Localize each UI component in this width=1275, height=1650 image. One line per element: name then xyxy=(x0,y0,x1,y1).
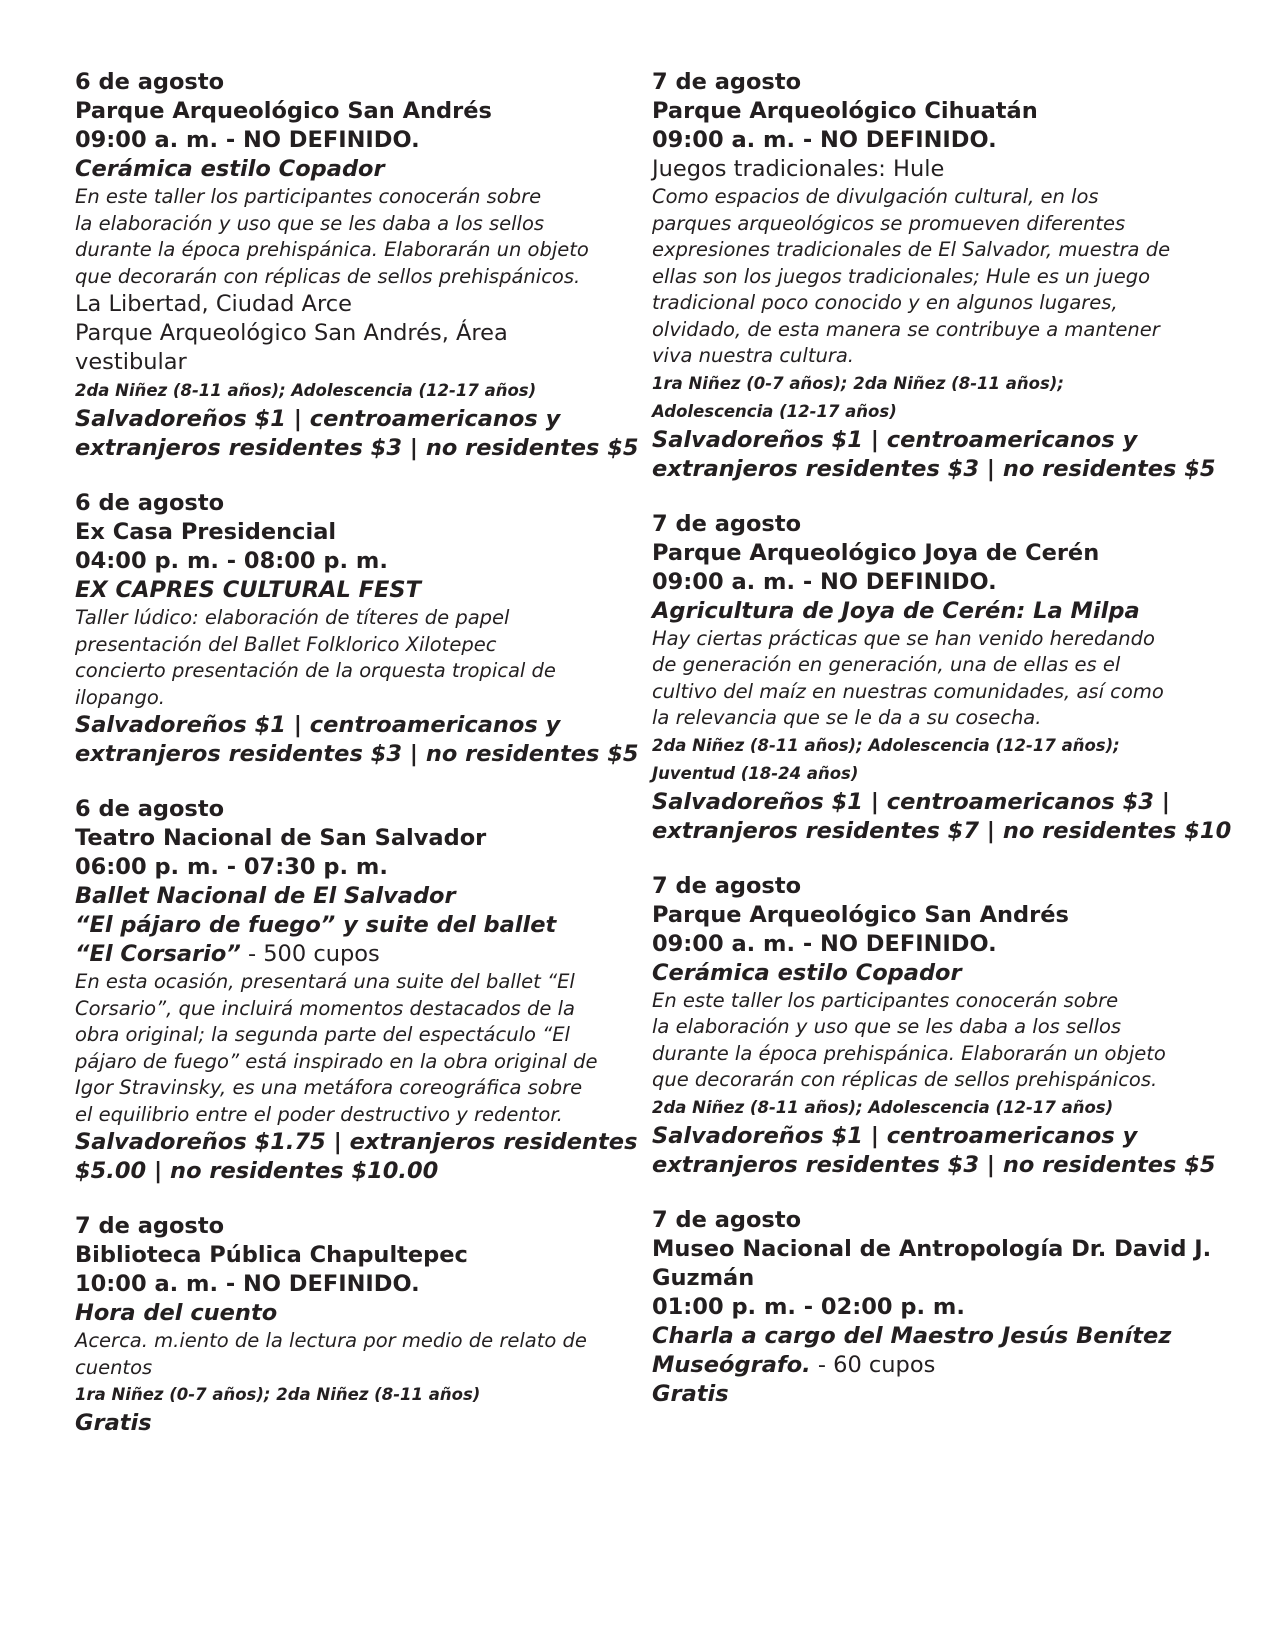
event-description-line: la elaboración y uso que se les daba a los sellos xyxy=(652,1015,1122,1038)
event-title: Charla a cargo del Maestro Jesús Benítez xyxy=(652,1322,1172,1349)
event-audience: 1ra Niñez (0-7 años); 2da Niñez (8-11 años); xyxy=(652,373,1064,393)
event-price-line: Gratis xyxy=(652,1380,729,1407)
event-location-line: Parque Arqueológico San Andrés, Área xyxy=(75,320,508,346)
event-description-line: En esta ocasión, presentará una suite del ballet “El xyxy=(75,970,575,993)
event-description-line: de generación en generación, una de ellas es el xyxy=(652,653,1121,676)
event-description-line: En este taller los participantes conocerán sobre xyxy=(75,185,542,208)
event-price-line: extranjeros residentes $3 | no residentes $5 xyxy=(75,435,639,461)
event-description-line: parques arqueológicos se promueven diferentes xyxy=(652,211,1126,235)
event-description-line: pájaro de fuego” está inspirado en la obra original de xyxy=(75,1049,598,1073)
event-cupos: - 60 cupos xyxy=(810,1351,936,1378)
event-title: “El pájaro de fuego” y suite del ballet xyxy=(75,912,557,938)
event-card xyxy=(75,68,639,463)
event-audience: 2da Niñez (8-11 años); Adolescencia (12-17 años) xyxy=(652,1097,1114,1117)
event-description-line: tradicional poco conocido y en algunos lugares, xyxy=(652,291,1118,314)
event-description-line: viva nuestra cultura. xyxy=(652,344,854,367)
event-description-line: Hay ciertas prácticas que se han venido heredando xyxy=(652,626,1155,650)
event-time: 04:00 p. m. - 08:00 p. m. xyxy=(75,548,388,574)
event-description-line: la relevancia que se le da a su cosecha. xyxy=(652,706,1042,729)
event-price-line: extranjeros residentes $3 | no residentes $5 xyxy=(652,455,1216,482)
event-description-line: Como espacios de divulgación cultural, en los xyxy=(652,185,1099,208)
event-description-line: ellas son los juegos tradicionales; Hule es un juego xyxy=(652,264,1151,288)
event-audience: 2da Niñez (8-11 años); Adolescencia (12-17 años) xyxy=(75,381,537,400)
event-price-line: extranjeros residentes $3 | no residentes $5 xyxy=(652,1151,1216,1178)
event-date: 6 de agosto xyxy=(75,69,225,95)
event-title: Cerámica estilo Copador xyxy=(652,959,962,986)
event-description-line: Igor Stravinsky, es una metáfora coreográfica sobre xyxy=(75,1076,583,1099)
event-price-line: Salvadoreños $1 | centroamericanos y xyxy=(652,426,1138,453)
event-time: 10:00 a. m. - NO DEFINIDO. xyxy=(75,1271,420,1297)
event-price-line: Salvadoreños $1 | centroamericanos y xyxy=(652,1122,1138,1149)
event-description-line: En este taller los participantes conocerán sobre xyxy=(652,988,1119,1012)
event-card xyxy=(652,1206,1212,1409)
event-date: 7 de agosto xyxy=(652,872,802,899)
event-price-line: extranjeros residentes $7 | no residentes $10 xyxy=(652,817,1232,844)
event-price-line: Salvadoreños $1.75 | extranjeros residentes xyxy=(75,1129,638,1155)
event-price-line: $5.00 | no residentes $10.00 xyxy=(75,1158,439,1184)
event-price-line: Gratis xyxy=(75,1410,152,1436)
event-description-line: Corsario”, que incluirá momentos destacados de la xyxy=(75,996,575,1020)
event-description-line: cultivo del maíz en nuestras comunidades, así como xyxy=(652,679,1164,703)
event-price-line: Salvadoreños $1 | centroamericanos y xyxy=(75,712,561,738)
event-description-line: expresiones tradicionales de El Salvador, muestra de xyxy=(652,238,1171,261)
event-description-line: olvidado, de esta manera se contribuye a mantener xyxy=(652,317,1160,341)
event-description-line: presentación del Ballet Folklorico Xilotepec xyxy=(75,632,497,656)
event-venue: Parque Arqueológico San Andrés xyxy=(75,98,492,124)
event-title: Juegos tradicionales: Hule xyxy=(652,156,945,182)
event-title: Museógrafo. xyxy=(652,1351,811,1378)
event-price-line: Salvadoreños $1 | centroamericanos y xyxy=(75,406,561,432)
event-time: 01:00 p. m. - 02:00 p. m. xyxy=(652,1293,965,1320)
event-description-line: Taller lúdico: elaboración de títeres de papel xyxy=(75,606,510,629)
event-audience: Juventud (18-24 años) xyxy=(652,763,859,783)
event-description-line: concierto presentación de la orquesta tropical de xyxy=(75,659,556,682)
event-title: Hora del cuento xyxy=(75,1300,278,1326)
event-card xyxy=(75,1212,620,1438)
event-venue: Parque Arqueológico San Andrés xyxy=(652,901,1069,928)
event-time: 09:00 a. m. - NO DEFINIDO. xyxy=(652,930,997,957)
left-column xyxy=(75,68,639,1464)
event-description-line: la elaboración y uso que se les daba a los sellos xyxy=(75,211,545,235)
event-venue: Ex Casa Presidencial xyxy=(75,519,337,545)
event-description-line: que decorarán con réplicas de sellos prehispánicos. xyxy=(75,264,581,288)
event-time: 06:00 p. m. - 07:30 p. m. xyxy=(75,854,388,880)
event-description-line: que decorarán con réplicas de sellos prehispánicos. xyxy=(652,1068,1158,1091)
event-description-line: ilopango. xyxy=(75,685,165,709)
event-audience: 1ra Niñez (0-7 años); 2da Niñez (8-11 años) xyxy=(75,1385,481,1404)
event-audience: 2da Niñez (8-11 años); Adolescencia (12-17 años); xyxy=(652,735,1120,755)
event-venue: Parque Arqueológico Cihuatán xyxy=(652,98,1038,124)
event-audience: Adolescencia (12-17 años) xyxy=(652,401,897,421)
event-date: 7 de agosto xyxy=(652,69,802,95)
event-description-line: cuentos xyxy=(75,1355,153,1379)
event-title-with-cupos xyxy=(75,940,620,969)
event-price-line: extranjeros residentes $3 | no residentes $5 xyxy=(75,741,639,767)
event-venue: Teatro Nacional de San Salvador xyxy=(75,825,487,851)
event-date: 7 de agosto xyxy=(652,1206,802,1233)
event-title: Cerámica estilo Copador xyxy=(75,156,385,182)
event-description-line: Acerca. m.iento de la lectura por medio de relato de xyxy=(75,1329,587,1352)
right-column xyxy=(652,68,1232,1435)
event-title-with-cupos xyxy=(652,1351,1197,1380)
event-venue: Biblioteca Pública Chapultepec xyxy=(75,1242,468,1268)
event-title: EX CAPRES CULTURAL FEST xyxy=(75,577,421,603)
event-card xyxy=(75,489,639,769)
event-title: “El Corsario” xyxy=(75,941,241,967)
event-venue: Parque Arqueológico Joya de Cerén xyxy=(652,539,1100,566)
event-date: 6 de agosto xyxy=(75,490,225,516)
event-card xyxy=(75,795,638,1186)
event-card xyxy=(652,872,1216,1180)
event-card xyxy=(652,68,1216,484)
event-time: 09:00 a. m. - NO DEFINIDO. xyxy=(652,568,997,595)
event-date: 7 de agosto xyxy=(652,510,802,537)
event-card xyxy=(652,510,1232,846)
event-description-line: durante la época prehispánica. Elaborarán un objeto xyxy=(75,238,589,261)
event-location-line: La Libertad, Ciudad Arce xyxy=(75,291,352,317)
event-price-line: Salvadoreños $1 | centroamericanos $3 | xyxy=(652,788,1170,815)
event-venue: Museo Nacional de Antropología Dr. David J. xyxy=(652,1235,1212,1262)
event-description-line: obra original; la segunda parte del espectáculo “El xyxy=(75,1023,570,1046)
event-time: 09:00 a. m. - NO DEFINIDO. xyxy=(652,127,997,153)
event-cupos: - 500 cupos xyxy=(240,941,380,967)
event-description-line: el equilibrio entre el poder destructivo y redentor. xyxy=(75,1102,563,1126)
event-title: Ballet Nacional de El Salvador xyxy=(75,883,456,909)
event-venue: Guzmán xyxy=(652,1264,755,1291)
event-date: 7 de agosto xyxy=(75,1213,225,1239)
event-description-line: durante la época prehispánica. Elaborarán un objeto xyxy=(652,1041,1166,1065)
event-date: 6 de agosto xyxy=(75,796,225,822)
event-location-line: vestibular xyxy=(75,349,187,375)
event-title: Agricultura de Joya de Cerén: La Milpa xyxy=(652,597,1140,624)
event-time: 09:00 a. m. - NO DEFINIDO. xyxy=(75,127,420,153)
